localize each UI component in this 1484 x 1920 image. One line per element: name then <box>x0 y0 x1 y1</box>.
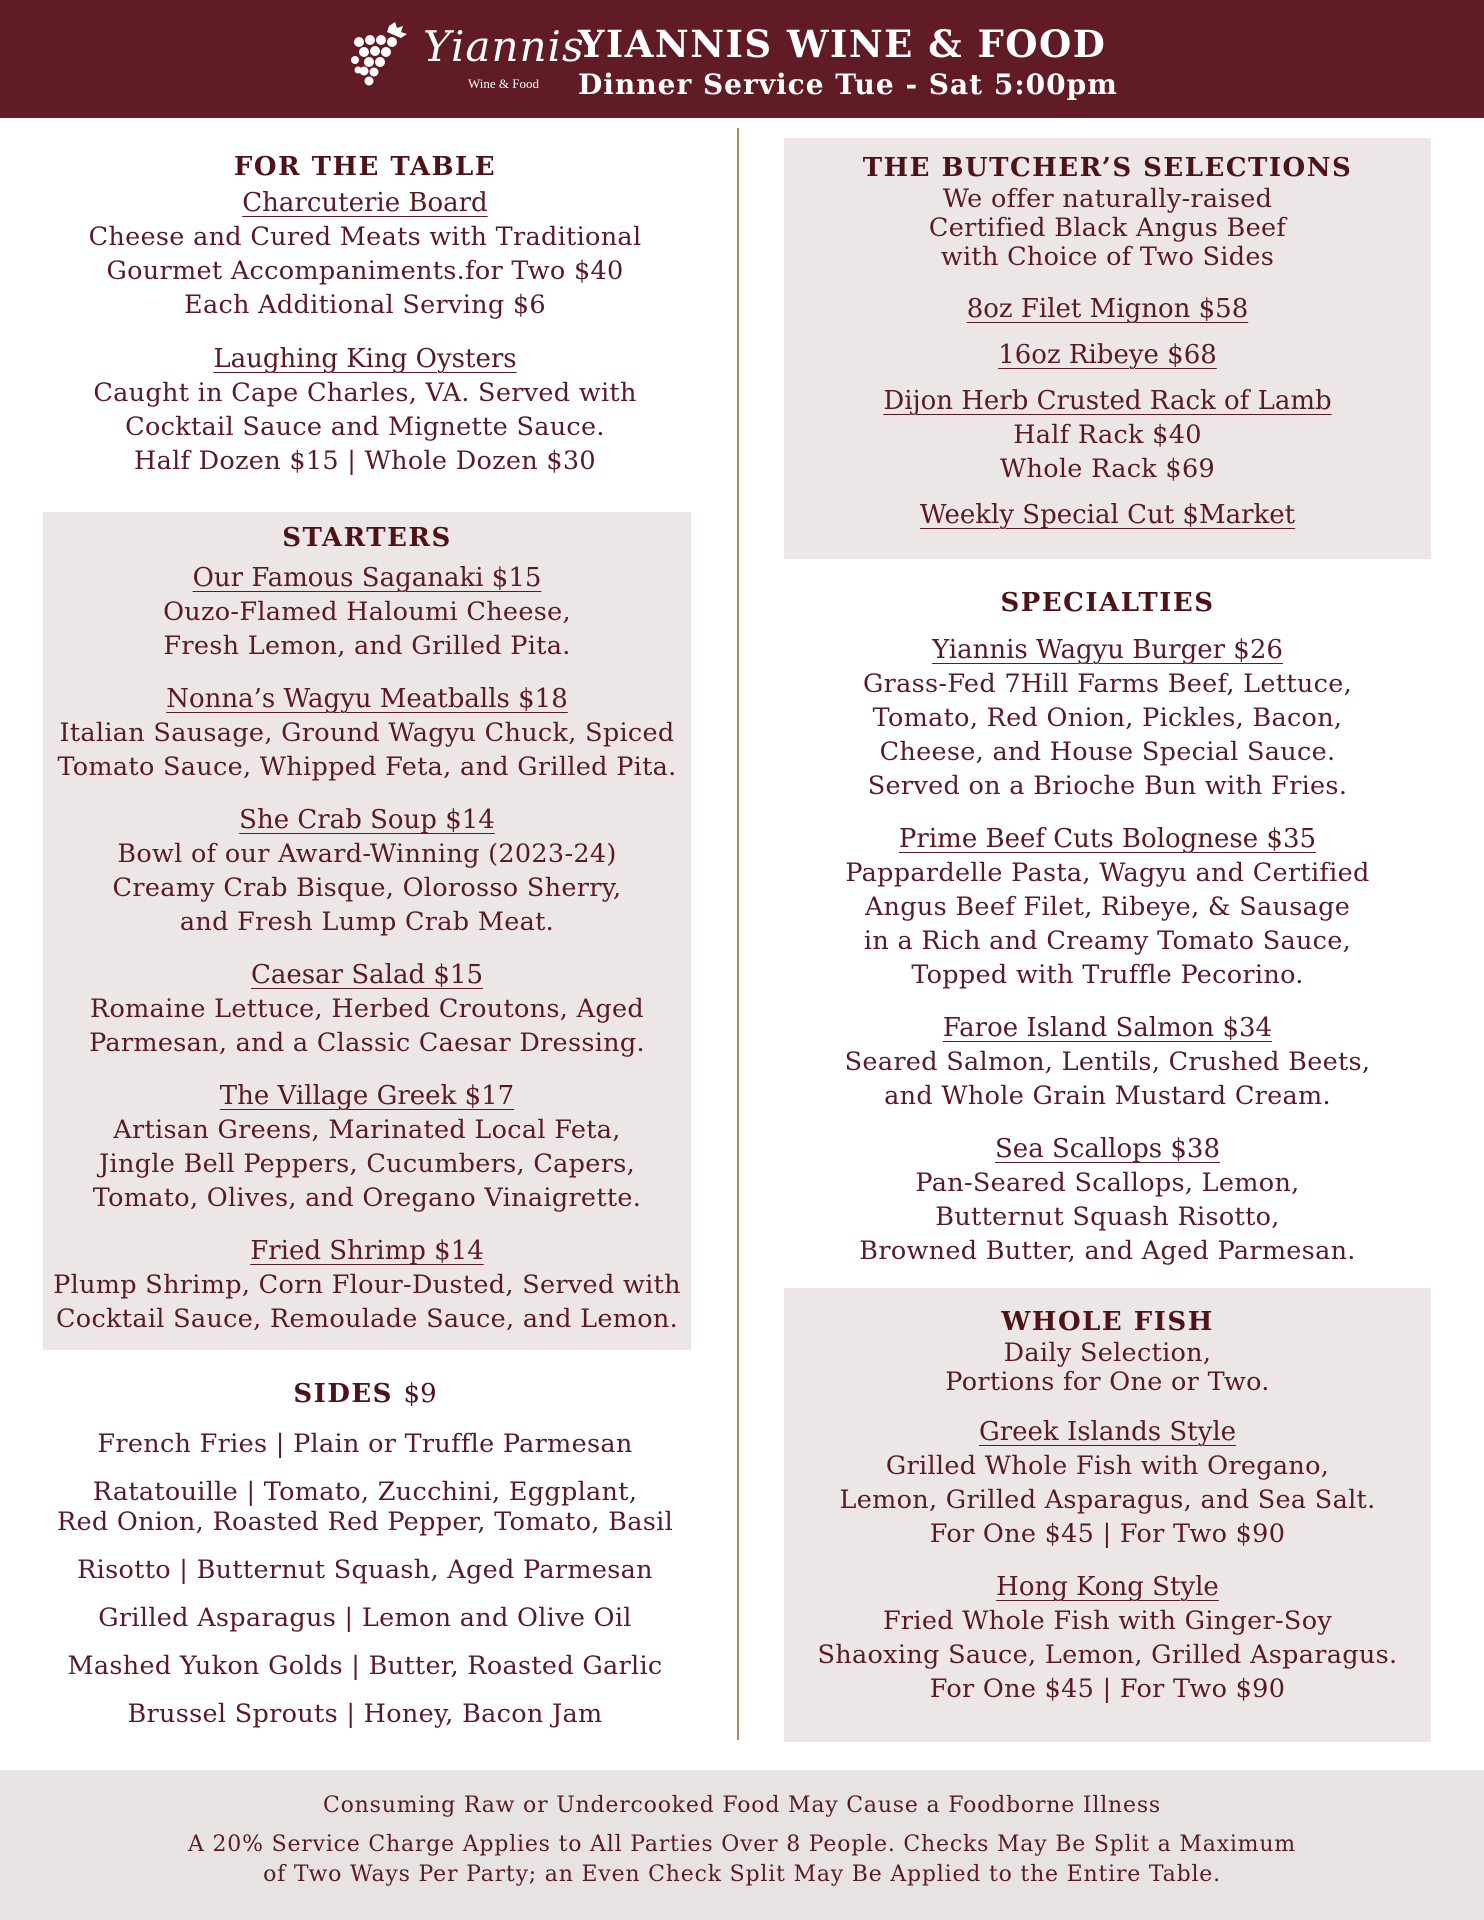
item-name: Prime Beef Cuts Bolognese $35 <box>898 824 1317 854</box>
column-divider <box>737 128 739 1740</box>
item-desc: For One $45 | For Two $90 <box>929 1674 1286 1704</box>
logo-subtitle: Wine & Food <box>468 76 539 91</box>
item-name: She Crab Soup $14 <box>239 805 495 835</box>
section-title: FOR THE TABLE <box>233 152 497 182</box>
menu-item <box>43 682 691 784</box>
item-desc: Browned Butter, and Aged Parmesan. <box>859 1236 1356 1266</box>
menu-item <box>784 633 1431 803</box>
section-intro: with Choice of Two Sides <box>940 242 1275 272</box>
section-intro: Certified Black Angus Beef <box>928 213 1287 243</box>
item-desc: Bowl of our Award-Winning (2023-24) <box>117 839 617 869</box>
side-item: Risotto | Butternut Squash, Aged Parmesan <box>77 1555 653 1585</box>
side-line: Red Onion, Roasted Red Pepper, Tomato, Basil <box>56 1507 674 1537</box>
menu-item <box>784 822 1431 992</box>
item-desc: Romaine Lettuce, Herbed Croutons, Aged <box>90 994 644 1024</box>
item-desc: Lemon, Grilled Asparagus, and Sea Salt. <box>839 1485 1376 1515</box>
section-title: STARTERS <box>282 523 452 553</box>
item-desc: Fresh Lemon, and Grilled Pita. <box>163 631 571 661</box>
item-name: Fried Shrimp $14 <box>250 1236 484 1266</box>
menu-item <box>43 1234 691 1336</box>
item-name: Greek Islands Style <box>978 1417 1237 1447</box>
menu-item <box>784 1570 1431 1706</box>
item-name: The Village Greek $17 <box>219 1081 515 1111</box>
item-desc: Cocktail Sauce and Mignette Sauce. <box>125 412 605 442</box>
item-desc: Half Rack $40 <box>1013 420 1202 450</box>
item-desc: Pan-Seared Scallops, Lemon, <box>915 1168 1300 1198</box>
item-desc: Tomato Sauce, Whipped Feta, and Grilled Pita. <box>57 752 677 782</box>
service-charge-notice <box>0 1830 1484 1890</box>
item-desc: Artisan Greens, Marinated Local Feta, <box>113 1115 621 1145</box>
section-title: WHOLE FISH <box>1001 1307 1214 1337</box>
section-title: SPECIALTIES <box>1000 588 1215 618</box>
item-desc: Seared Salmon, Lentils, Crushed Beets, <box>844 1047 1371 1077</box>
item-desc: and Whole Grain Mustard Cream. <box>884 1081 1331 1111</box>
grape-cluster-icon <box>345 20 425 92</box>
item-desc: Topped with Truffle Pecorino. <box>911 960 1304 990</box>
item-desc: Ouzo-Flamed Haloumi Cheese, <box>163 597 571 627</box>
item-desc: Parmesan, and a Classic Caesar Dressing. <box>89 1028 645 1058</box>
item-desc: Jingle Bell Peppers, Cucumbers, Capers, <box>99 1149 635 1179</box>
item-desc: Tomato, Olives, and Oregano Vinaigrette. <box>92 1183 642 1213</box>
item-desc: in a Rich and Creamy Tomato Sauce, <box>863 926 1352 956</box>
item-desc: Half Dozen $15 | Whole Dozen $30 <box>134 446 596 476</box>
sides-price: $9 <box>403 1379 437 1409</box>
item-desc: Grilled Whole Fish with Oregano, <box>885 1451 1330 1481</box>
side-item: Mashed Yukon Golds | Butter, Roasted Garlic <box>67 1651 663 1681</box>
item-desc: Butternut Squash Risotto, <box>935 1202 1280 1232</box>
item-desc: Tomato, Red Onion, Pickles, Bacon, <box>872 703 1343 733</box>
section-intro: Daily Selection, <box>1003 1338 1212 1368</box>
notice-line: of Two Ways Per Party; an Even Check Split May Be Applied to the Entire Table. <box>263 1862 1221 1887</box>
item-desc: Whole Rack $69 <box>999 454 1216 484</box>
item-name: Dijon Herb Crusted Rack of Lamb <box>883 386 1332 416</box>
section-specialties <box>784 586 1431 1268</box>
menu-item <box>40 342 690 478</box>
item-name: Sea Scallops $38 <box>995 1134 1220 1164</box>
item-desc: Grass-Fed 7Hill Farms Beef, Lettuce, <box>862 669 1352 699</box>
item-desc: For One $45 | For Two $90 <box>929 1519 1286 1549</box>
item-name: Nonna’s Wagyu Meatballs $18 <box>166 684 568 714</box>
item-name: Weekly Special Cut $Market <box>919 500 1296 530</box>
menu-item <box>784 384 1431 486</box>
item-desc: Cheese, and House Special Sauce. <box>879 737 1336 767</box>
side-item: Brussel Sprouts | Honey, Bacon Jam <box>127 1699 603 1729</box>
item-name: 8oz Filet Mignon $58 <box>966 294 1249 324</box>
item-desc: Gourmet Accompaniments.for Two $40 <box>106 256 624 286</box>
item-name: Caesar Salad $15 <box>251 960 483 990</box>
item-desc: Caught in Cape Charles, VA. Served with <box>93 378 637 408</box>
side-line: Ratatouille | Tomato, Zucchini, Eggplant, <box>92 1477 638 1507</box>
item-desc: Angus Beef Filet, Ribeye, & Sausage <box>864 892 1351 922</box>
item-desc: Plump Shrimp, Corn Flour-Dusted, Served with <box>53 1270 681 1300</box>
item-desc: Cheese and Cured Meats with Traditional <box>88 222 642 252</box>
item-desc: Fried Whole Fish with Ginger-Soy <box>882 1606 1333 1636</box>
item-desc: Creamy Crab Bisque, Olorosso Sherry, <box>112 873 622 903</box>
section-intro: We offer naturally-raised <box>942 184 1273 214</box>
menu-item <box>784 1132 1431 1268</box>
item-desc: Served on a Brioche Bun with Fries. <box>867 771 1348 801</box>
section-intro: Portions for One or Two. <box>945 1367 1270 1397</box>
restaurant-title: YIANNIS WINE & FOOD <box>578 22 1107 66</box>
item-name: Faroe Island Salmon $34 <box>942 1013 1273 1043</box>
side-item: Grilled Asparagus | Lemon and Olive Oil <box>98 1603 632 1633</box>
menu-item <box>43 958 691 1060</box>
food-safety-notice: Consuming Raw or Undercooked Food May Cause a Foodborne Illness <box>323 1793 1161 1818</box>
item-desc: Pappardelle Pasta, Wagyu and Certified <box>845 858 1370 888</box>
side-item <box>40 1477 690 1537</box>
menu-item <box>40 186 690 322</box>
logo-wordmark: Yiannis <box>423 22 585 71</box>
item-desc: and Fresh Lump Crab Meat. <box>179 907 555 937</box>
header-banner <box>0 0 1484 118</box>
item-desc: Cocktail Sauce, Remoulade Sauce, and Lemon. <box>56 1304 678 1334</box>
side-item: French Fries | Plain or Truffle Parmesan <box>97 1429 633 1459</box>
item-name: Laughing King Oysters <box>213 344 517 374</box>
item-desc: Each Additional Serving $6 <box>184 290 546 320</box>
menu-item <box>784 1011 1431 1113</box>
item-name: Our Famous Saganaki $15 <box>192 563 542 593</box>
section-starters <box>43 521 691 1336</box>
item-name: Hong Kong Style <box>996 1572 1219 1602</box>
section-whole-fish <box>784 1305 1431 1706</box>
sides-title: SIDES <box>293 1379 393 1409</box>
section-title: THE BUTCHER’S SELECTIONS <box>862 153 1353 183</box>
item-desc: Shaoxing Sauce, Lemon, Grilled Asparagus. <box>817 1640 1398 1670</box>
section-title <box>40 1377 690 1411</box>
menu-item <box>43 561 691 663</box>
section-for-the-table <box>40 150 690 478</box>
item-name: 16oz Ribeye $68 <box>998 340 1217 370</box>
item-name: Charcuterie Board <box>242 188 488 218</box>
menu-item <box>43 803 691 939</box>
section-sides <box>40 1377 690 1729</box>
menu-item <box>784 1415 1431 1551</box>
item-desc: Italian Sausage, Ground Wagyu Chuck, Spiced <box>59 718 675 748</box>
notice-line: A 20% Service Charge Applies to All Parties Over 8 People. Checks May Be Split a Maximum <box>188 1832 1296 1857</box>
brand-logo <box>345 20 585 98</box>
footer-notice <box>0 1770 1484 1920</box>
section-butcher <box>784 151 1431 532</box>
service-hours: Dinner Service Tue - Sat 5:00pm <box>578 68 1118 101</box>
menu-item <box>43 1079 691 1215</box>
item-name: Yiannis Wagyu Burger $26 <box>932 635 1283 665</box>
